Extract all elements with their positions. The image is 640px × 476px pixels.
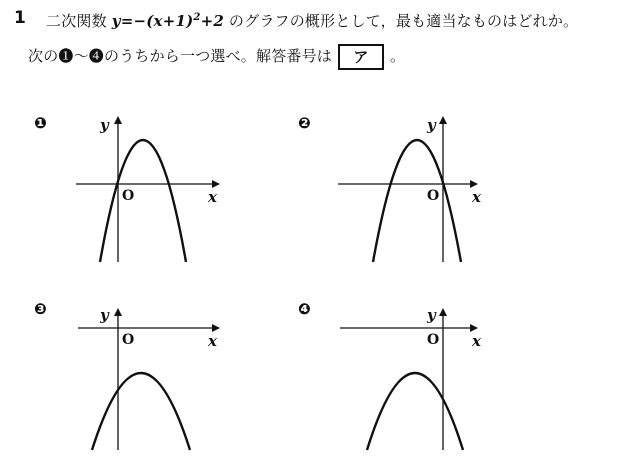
choice-label-4[interactable]: ❹ xyxy=(298,300,311,318)
x-axis-label-3: x xyxy=(208,332,217,350)
origin-label-3: O xyxy=(122,332,135,348)
equation-body: y=−(x+1) xyxy=(111,12,194,30)
origin-label-2: O xyxy=(427,188,440,204)
x-axis-label-4: x xyxy=(472,332,481,350)
origin-label-1: O xyxy=(122,188,135,204)
x-axis-label-1: x xyxy=(208,188,217,206)
question-text-lead: 二次関数 xyxy=(46,12,112,30)
y-axis-arrow-4 xyxy=(439,308,447,316)
x-axis-label-2: x xyxy=(472,188,481,206)
y-axis-label-4: y xyxy=(427,306,436,324)
question-number: 1 xyxy=(14,8,26,28)
equation-tail: +2 xyxy=(200,12,224,30)
y-axis-label-3: y xyxy=(100,306,109,324)
x-axis-arrow-4 xyxy=(470,324,478,332)
answer-box[interactable]: ア xyxy=(338,44,384,70)
question-text-trail: のグラフの概形として，最も適当なものはどれか。 xyxy=(223,12,579,30)
y-axis-label-1: y xyxy=(100,116,109,134)
choice-label-2[interactable]: ❷ xyxy=(298,114,311,132)
origin-label-4: O xyxy=(427,332,440,348)
y-axis-label-2: y xyxy=(427,116,436,134)
choice-label-3[interactable]: ❸ xyxy=(34,300,47,318)
instruction-text: 次の❶～❹のうちから一つ選べ。解答番号は xyxy=(28,47,333,65)
equation-exponent: 2 xyxy=(193,12,201,23)
parabola-4 xyxy=(367,373,463,450)
choice-label-1[interactable]: ❶ xyxy=(34,114,47,132)
instruction-end: 。 xyxy=(390,47,406,65)
